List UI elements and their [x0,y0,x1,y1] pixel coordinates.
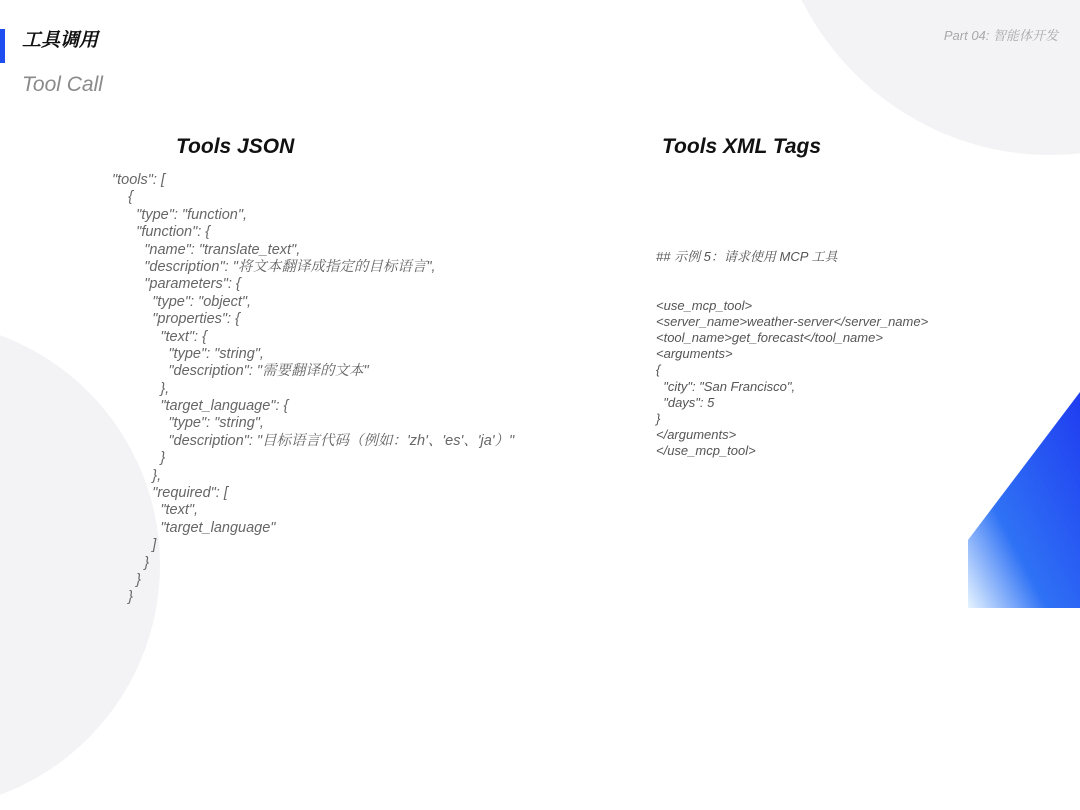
xml-code-line: "city": "San Francisco", [656,378,796,394]
xml-blank-line [656,281,928,297]
section-label: Part 04: 智能体开发 [943,28,1058,43]
xml-code-line: "days": 5 [656,394,715,410]
json-code-line: ] [112,537,157,554]
xml-code-line: <tool_name>get_forecast</tool_name> [656,329,883,345]
xml-code-line: <use_mcp_tool> [656,297,753,313]
json-code-line: "description": "目标语言代码（例如：'zh'、'es'、'ja'）" [112,432,515,449]
json-code-line: "type": "function", [112,206,248,223]
xml-code-line: </use_mcp_tool> [656,443,756,459]
page-subtitle: Tool Call [22,73,103,96]
json-code-line: "tools": [ [112,172,166,188]
json-code-line: "type": "object", [112,293,252,310]
json-code-line: }, [112,380,170,397]
json-code-line: "name": "translate_text", [112,241,301,258]
json-code-line: }, [112,467,162,484]
json-code-line: "text", [112,502,199,519]
json-code-line: } [112,589,133,606]
json-code-line: } [112,554,150,571]
json-code-line: "target_language": { [112,398,289,415]
json-code-line: } [112,450,166,467]
xml-blank-line [656,265,928,281]
xml-code-line: { [656,362,661,378]
json-code-line: "text": { [112,328,207,345]
json-code-line: } [112,571,142,588]
page-title: 工具调用 [22,30,99,51]
json-column-heading: Tools JSON [176,135,295,158]
xml-code-line: </arguments> [656,427,737,443]
xml-column-heading: Tools XML Tags [662,135,822,158]
json-code-line: { [112,189,133,206]
json-code-line: "type": "string", [112,345,264,362]
json-code-line: "type": "string", [112,415,264,432]
tools-xml-code-block [656,249,928,459]
xml-code-line: } [656,410,661,426]
json-code-line: "parameters": { [112,276,241,293]
xml-comment-line: ## 示例 5：请求使用 MCP 工具 [656,249,838,264]
xml-code-line: <arguments> [656,346,733,362]
xml-code-line: <server_name>weather-server</server_name> [656,313,929,329]
json-code-line: "function": { [112,224,211,241]
title-accent-bar [0,29,5,63]
json-code-line: "required": [ [112,485,228,502]
json-code-line: "description": "将文本翻译成指定的目标语言", [112,258,436,275]
json-code-line: "properties": { [112,311,240,328]
json-code-line: "target_language" [112,519,276,536]
tools-json-code-block [112,172,514,607]
json-code-line: "description": "需要翻译的文本" [112,363,369,380]
